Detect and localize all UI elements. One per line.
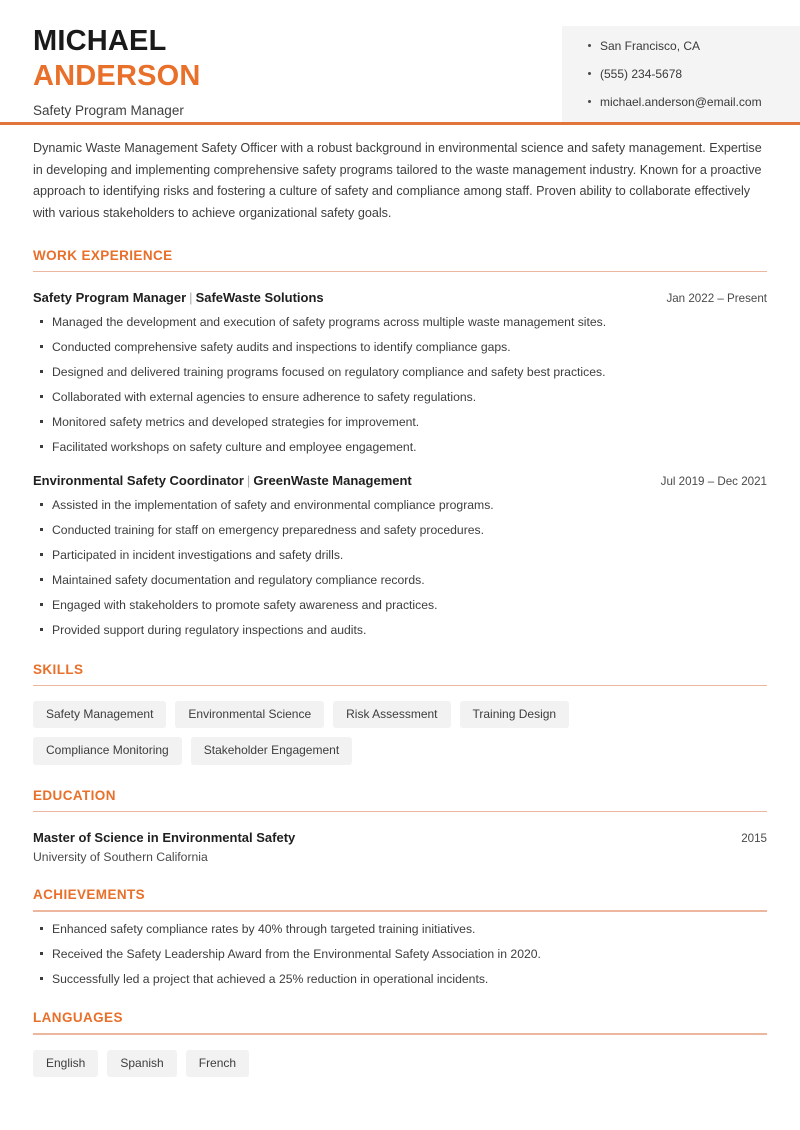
experience-bullet: Conducted training for staff on emergency preparedness and safety procedures. bbox=[33, 522, 767, 538]
section-title-skills: SKILLS bbox=[33, 661, 84, 677]
experience-company: SafeWaste Solutions bbox=[195, 290, 324, 306]
skill-chip: Compliance Monitoring bbox=[33, 737, 182, 764]
achievements-list bbox=[33, 921, 767, 987]
last-name: ANDERSON bbox=[33, 59, 201, 92]
section-title-achievements: ACHIEVEMENTS bbox=[33, 887, 146, 903]
title-separator: | bbox=[246, 473, 251, 489]
experience-bullet: Engaged with stakeholders to promote safety awareness and practices. bbox=[33, 597, 767, 613]
experience-title bbox=[33, 290, 324, 305]
full-name bbox=[33, 24, 201, 93]
experience-bullet: Participated in incident investigations and safety drills. bbox=[33, 547, 767, 563]
experience-date: Jan 2022 – Present bbox=[666, 292, 767, 306]
headline-job-title: Safety Program Manager bbox=[33, 103, 184, 118]
experience-bullet: Provided support during regulatory inspections and audits. bbox=[33, 622, 767, 638]
experience-entry bbox=[33, 473, 767, 638]
title-separator: | bbox=[189, 290, 193, 306]
achievement-item: Received the Safety Leadership Award from the Environmental Safety Association in 2020. bbox=[33, 946, 767, 962]
skills-chip-list bbox=[33, 701, 693, 764]
achievement-item: Enhanced safety compliance rates by 40% through targeted training initiatives. bbox=[33, 921, 767, 937]
contact-phone: (555) 234-5678 bbox=[588, 68, 800, 80]
experience-role: Safety Program Manager bbox=[33, 290, 187, 306]
language-chip: Spanish bbox=[107, 1050, 176, 1077]
section-achievements bbox=[33, 887, 767, 987]
skill-chip: Risk Assessment bbox=[333, 701, 450, 728]
resume-header bbox=[0, 0, 800, 118]
contact-info-box bbox=[562, 26, 800, 122]
section-title-work-experience: WORK EXPERIENCE bbox=[33, 247, 173, 263]
contact-email: michael.anderson@email.com bbox=[588, 96, 800, 108]
section-work-experience bbox=[33, 248, 767, 639]
section-divider bbox=[33, 1033, 767, 1035]
professional-summary: Dynamic Waste Management Safety Officer with a robust background in environmental science and safety management. Expertise in developing and implementing comprehensive safety programs tailored to the waste management industry. Known for a proactive approach to identifying risks and fostering a culture of safety and compliance among staff. Proven ability to collaborate effectively with various stakeholders to achieve organizational safety goals. bbox=[33, 141, 762, 220]
header-divider bbox=[0, 122, 800, 125]
section-languages bbox=[33, 1010, 767, 1077]
experience-bullet: Conducted comprehensive safety audits and inspections to identify compliance gaps. bbox=[33, 339, 767, 355]
experience-date: Jul 2019 – Dec 2021 bbox=[660, 475, 767, 489]
experience-entry bbox=[33, 290, 767, 455]
languages-chip-list bbox=[33, 1050, 553, 1077]
section-education bbox=[33, 788, 767, 865]
experience-bullet: Designed and delivered training programs focused on regulatory compliance and safety best practices. bbox=[33, 364, 767, 380]
education-school: University of Southern California bbox=[33, 850, 208, 865]
experience-bullet: Assisted in the implementation of safety and environmental compliance programs. bbox=[33, 497, 767, 513]
experience-bullet: Monitored safety metrics and developed strategies for improvement. bbox=[33, 414, 767, 430]
first-name: MICHAEL bbox=[33, 25, 167, 57]
achievement-item: Successfully led a project that achieved a 25% reduction in operational incidents. bbox=[33, 971, 767, 987]
experience-bullet-list bbox=[33, 497, 767, 638]
skill-chip: Environmental Science bbox=[175, 701, 324, 728]
experience-title bbox=[33, 473, 412, 488]
section-divider bbox=[33, 910, 767, 912]
skill-chip: Stakeholder Engagement bbox=[191, 737, 352, 764]
identity-block bbox=[0, 0, 201, 118]
section-title-languages: LANGUAGES bbox=[33, 1010, 123, 1026]
experience-bullet: Managed the development and execution of safety programs across multiple waste management sites. bbox=[33, 314, 767, 330]
section-title-education: EDUCATION bbox=[33, 787, 116, 803]
education-year: 2015 bbox=[741, 832, 767, 846]
section-divider bbox=[33, 271, 767, 273]
experience-company: GreenWaste Management bbox=[253, 473, 412, 489]
education-degree: Master of Science in Environmental Safety bbox=[33, 830, 296, 846]
skill-chip: Safety Management bbox=[33, 701, 166, 728]
resume-body bbox=[0, 138, 800, 1077]
language-chip: English bbox=[33, 1050, 98, 1077]
experience-bullet-list bbox=[33, 314, 767, 455]
skill-chip: Training Design bbox=[460, 701, 570, 728]
experience-role: Environmental Safety Coordinator bbox=[33, 473, 244, 489]
section-divider bbox=[33, 811, 767, 813]
experience-bullet: Collaborated with external agencies to ensure adherence to safety regulations. bbox=[33, 389, 767, 405]
section-skills bbox=[33, 662, 767, 765]
experience-bullet: Maintained safety documentation and regulatory compliance records. bbox=[33, 572, 767, 588]
section-divider bbox=[33, 685, 767, 687]
education-entry bbox=[33, 830, 767, 864]
contact-location: San Francisco, CA bbox=[588, 40, 800, 52]
experience-bullet: Facilitated workshops on safety culture and employee engagement. bbox=[33, 439, 767, 455]
language-chip: French bbox=[186, 1050, 249, 1077]
